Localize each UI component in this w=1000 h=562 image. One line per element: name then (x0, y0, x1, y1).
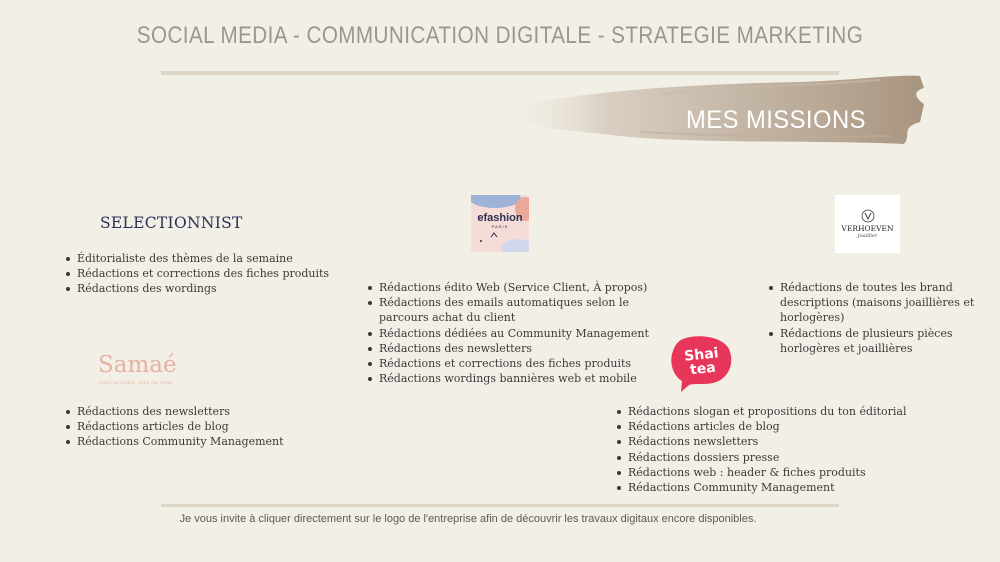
list-item: Rédactions Community Management (628, 480, 928, 495)
list-item: Rédactions des newsletters (379, 341, 649, 356)
list-item: Rédactions dédiées au Community Management (379, 326, 649, 340)
samae-logo-name: Samaé (98, 352, 177, 378)
list-item: Rédactions des newsletters (77, 404, 357, 419)
selectionnist-missions (63, 251, 377, 297)
list-item: Rédactions et corrections des fiches produits (379, 356, 649, 371)
list-item: Rédactions newsletters (628, 434, 928, 449)
list-item: Rédactions dossiers presse (628, 450, 928, 465)
list-item: Rédactions articles de blog (77, 419, 357, 434)
list-item: Rédactions articles de blog (628, 419, 928, 434)
list-item: Rédactions et corrections des fiches produits (77, 266, 377, 281)
efashion-logo-sub: PARIS (491, 224, 509, 229)
list-item: Rédactions édito Web (Service Client, À propos) (379, 281, 648, 294)
list-item: Rédactions des wordings (77, 281, 377, 296)
samae-missions (63, 404, 357, 450)
footer-note: Je vous invite à cliquer directement sur le logo de l'entreprise afin de découvrir les travaux digitaux encore disponibles. (179, 513, 757, 525)
verhoeven-logo[interactable] (835, 195, 900, 253)
samae-logo-tagline: Osez prendre soin de vous (98, 380, 173, 386)
efashion-missions (365, 280, 649, 386)
shaitea-missions (614, 404, 928, 495)
list-item: Rédactions wordings bannières web et mobile (379, 371, 649, 386)
list-item: Éditorialiste des thèmes de la semaine (77, 251, 377, 266)
verhoeven-missions (766, 280, 980, 356)
list-item: Rédactions de toutes les brand descriptions (maisons joaillières et horlogères) (780, 280, 980, 326)
shaitea-logo-line2: tea (689, 359, 717, 379)
shaitea-logo-line1: Shai (683, 345, 720, 365)
bottom-divider (161, 504, 839, 507)
efashion-logo-name: efashion (477, 212, 523, 224)
verhoeven-logo-sub: Joaillier (857, 233, 878, 239)
list-item: Rédactions slogan et propositions du ton éditorial (628, 404, 928, 419)
verhoeven-crest-icon (861, 209, 875, 223)
selectionnist-logo-text: SELECTIONNIST (100, 214, 243, 232)
efashion-logo[interactable] (471, 195, 529, 252)
shaitea-logo[interactable] (669, 335, 735, 393)
samae-logo[interactable] (98, 352, 177, 386)
list-item: Rédactions web : header & fiches produits (628, 465, 928, 480)
list-item: Rédactions des emails automatiques selon le parcours achat du client (379, 295, 649, 325)
section-title: MES MISSIONS (686, 106, 866, 134)
selectionnist-logo[interactable] (100, 214, 243, 232)
page-title: SOCIAL MEDIA - COMMUNICATION DIGITALE - STRATEGIE MARKETING (136, 22, 864, 49)
list-item: Rédactions Community Management (77, 434, 357, 449)
list-item: Rédactions de plusieurs pièces horlogères et joaillières (780, 326, 980, 356)
verhoeven-logo-name: VERHOEVEN (841, 224, 894, 233)
